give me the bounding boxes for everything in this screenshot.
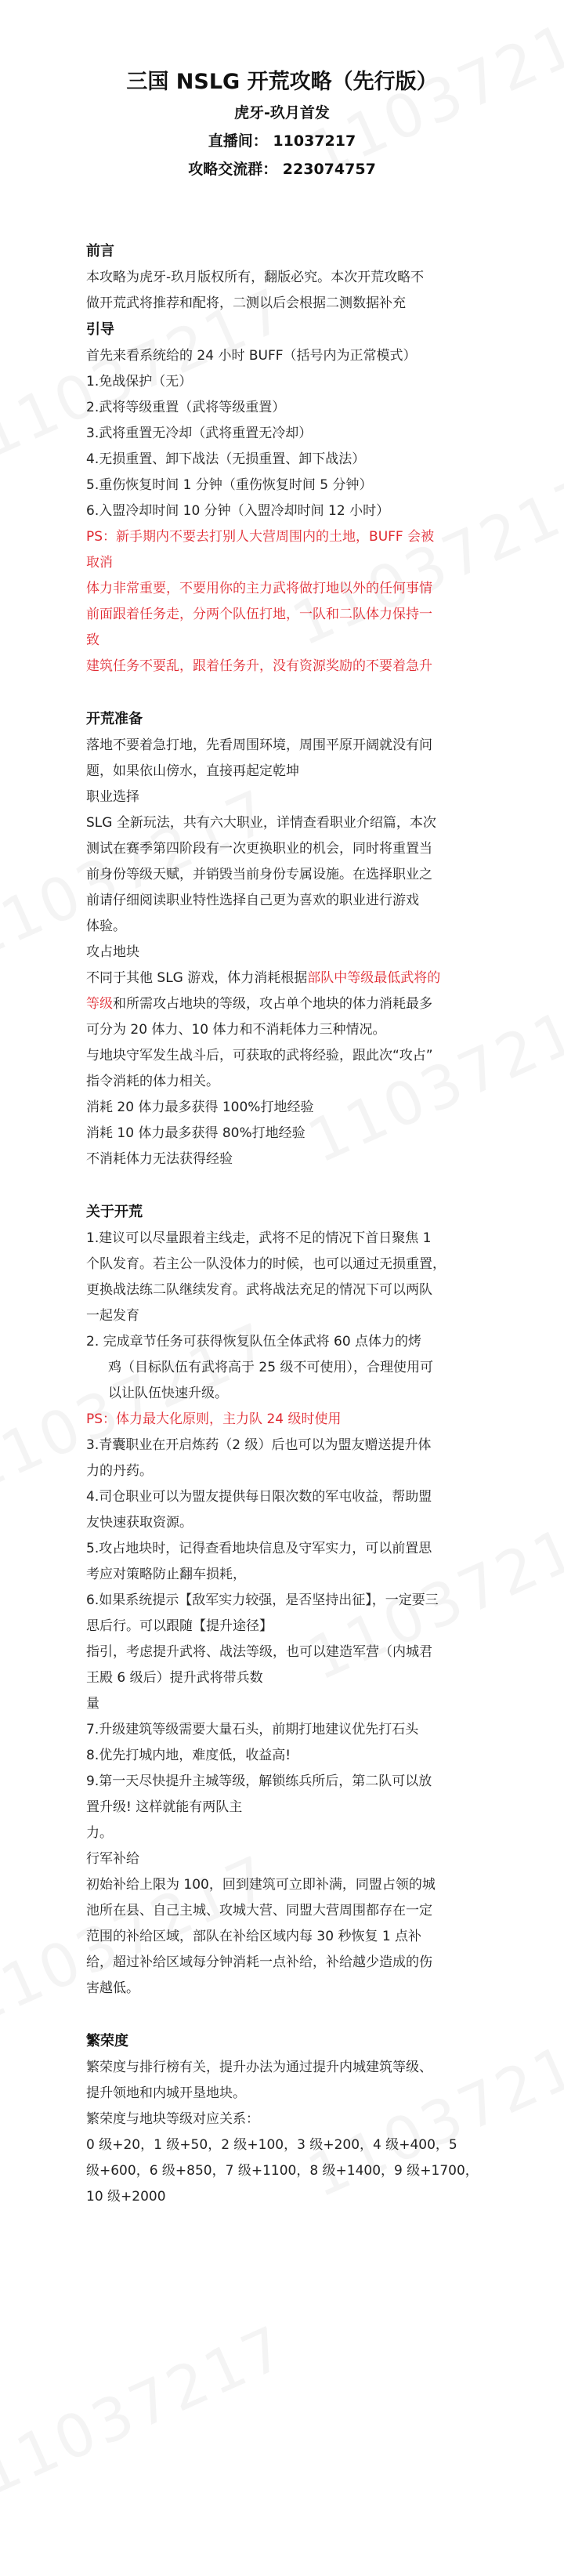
about-line: 6.如果系统提示【敌军实力较强，是否坚持出征】，一定要三: [86, 1592, 439, 1608]
prosperity-section: [86, 2028, 542, 2210]
supply-line: 害越低。: [86, 1980, 139, 1996]
about-line: 思后行。可以跟随【提升途径】: [86, 1618, 273, 1634]
about-line: 鸡（目标队伍有武将高于 25 级不可使用），合理使用可: [108, 1360, 433, 1375]
about-line: 1.建议可以尽量跟着主线走，武将不足的情况下首日聚焦 1: [86, 1230, 432, 1246]
prosperity-line: 10 级+2000: [86, 2189, 166, 2205]
document-title: 三国 NSLG 开荒攻略（先行版）: [126, 70, 438, 94]
prosperity-title: 繁荣度: [86, 2033, 128, 2049]
attack-line: 与地块守军发生战斗后，可获取的武将经验，跟此次“攻占”: [86, 1048, 433, 1063]
author-line: 虎牙-玖月首发: [234, 104, 330, 121]
supply-line: 初始补给上限为 100，回到建筑可立即补满，同盟占领的城: [86, 1877, 436, 1893]
guide-line: 4.无损重置、卸下战法（无损重置、卸下战法）: [86, 451, 366, 467]
attack-text: 和所需攻占地块的等级，攻占单个地块的体力消耗最多: [113, 996, 432, 1012]
prosperity-line: 级+600，6 级+850，7 级+1100，8 级+1400，9 级+1700，: [86, 2163, 479, 2179]
supply-subtitle: 行军补给: [86, 1851, 139, 1867]
about-warning-line: PS：体力最大化原则，主力队 24 级时使用: [86, 1411, 342, 1427]
guide-line: 6.入盟冷却时间 10 分钟（入盟冷却时间 12 小时）: [86, 503, 390, 519]
guide-warning-line: 前面跟着任务走，分两个队伍打地，一队和二队体力保持一: [86, 607, 432, 622]
guide-warning-line: 体力非常重要，不要用你的主力武将做打地以外的任何事情: [86, 581, 432, 596]
career-line: SLG 全新玩法，共有六大职业，详情查看职业介绍篇，本次: [86, 815, 436, 831]
about-line: 指引，考虑提升武将、战法等级，也可以建造军营（内城君: [86, 1644, 432, 1660]
watermark: [0, 2312, 297, 2509]
qq-group-line: 攻略交流群： 223074757: [188, 161, 376, 178]
about-line: 2. 完成章节任务可获得恢复队伍全体武将 60 点体力的烤: [86, 1334, 422, 1350]
career-line: 测试在赛季第四阶段有一次更换职业的机会，同时将重置当: [86, 841, 432, 857]
about-line: 4.司仓职业可以为盟友提供每日限次数的军屯收益，帮助盟: [86, 1489, 432, 1505]
guide-line: 2.武将等级重置（武将等级重置）: [86, 400, 286, 415]
attack-line: [86, 991, 542, 1017]
prep-line: 落地不要着急打地，先看周围环境，周围平原开阔就没有问: [86, 737, 432, 753]
about-line: 力的丹药。: [86, 1463, 153, 1479]
about-line: 力。: [86, 1825, 113, 1841]
attack-highlight: 等级: [86, 996, 113, 1012]
preface-line: 本攻略为虎牙-玖月版权所有，翻版必究。本次开荒攻略不: [86, 270, 425, 285]
about-line: 3.青囊职业在开启炼药（2 级）后也可以为盟友赠送提升体: [86, 1437, 432, 1453]
attack-line: 消耗 20 体力最多获得 100%打地经验: [86, 1100, 314, 1115]
document-header: [22, 0, 542, 183]
supply-line: 池所在县、自己主城、攻城大营、同盟大营周围都存在一定: [86, 1903, 432, 1918]
live-room-line: 直播间： 11037217: [208, 132, 356, 150]
about-title: 关于开荒: [86, 1204, 143, 1220]
attack-highlight: 部队中等级最低武将的: [307, 970, 441, 986]
about-line: 7.升级建筑等级需要大量石头，前期打地建议优先打石头: [86, 1722, 419, 1737]
guide-line: 5.重伤恢复时间 1 分钟（重伤恢复时间 5 分钟）: [86, 477, 373, 493]
about-line: 量: [86, 1696, 99, 1712]
prep-title: 开荒准备: [86, 711, 143, 727]
attack-text: 不同于其他 SLG 游戏，体力消耗根据: [86, 970, 308, 986]
about-section: [86, 1199, 542, 2002]
guide-warning-line: 取消: [86, 555, 113, 571]
guide-line: 1.免战保护（无）: [86, 374, 193, 389]
about-line: 5.攻占地块时，记得查看地块信息及守军实力，可以前置思: [86, 1541, 432, 1556]
preface-title: 前言: [86, 243, 114, 259]
supply-line: 范围的补给区域，部队在补给区域内每 30 秒恢复 1 点补: [86, 1929, 422, 1944]
attack-line: 可分为 20 体力、10 体力和不消耗体力三种情况。: [86, 1022, 386, 1038]
career-line: 前身份等级天赋，并销毁当前身份专属设施。在选择职业之: [86, 867, 432, 882]
attack-subtitle: 攻占地块: [86, 944, 139, 960]
guide-line: 3.武将重置无冷却（武将重置无冷却）: [86, 426, 313, 441]
prosperity-line: 繁荣度与排行榜有关，提升办法为通过提升内城建筑等级、: [86, 2060, 432, 2075]
about-line: 考应对策略防止翻车损耗，: [86, 1567, 246, 1582]
attack-line: 消耗 10 体力最多获得 80%打地经验: [86, 1125, 306, 1141]
guide-warning-line: PS：新手期内不要去打别人大营周围内的土地，BUFF 会被: [86, 529, 435, 545]
career-subtitle: 职业选择: [86, 789, 139, 805]
guide-warning-line: 建筑任务不要乱，跟着任务升，没有资源奖励的不要着急升: [86, 658, 432, 674]
about-line: 王殿 6 级后）提升武将带兵数: [86, 1670, 263, 1686]
career-line: 体验。: [86, 918, 126, 934]
attack-line: 指令消耗的体力相关。: [86, 1074, 219, 1089]
prep-line: 题，如果依山傍水，直接再起定乾坤: [86, 763, 299, 779]
prosperity-line: 提升领地和内城开垦地块。: [86, 2085, 246, 2101]
guide-section: [86, 317, 542, 679]
preface-line: 做开荒武将推荐和配将，二测以后会根据二测数据补充: [86, 295, 406, 311]
attack-line: 不消耗体力无法获得经验: [86, 1151, 233, 1167]
about-line: 友快速获取资源。: [86, 1515, 193, 1531]
about-line: 个队发育。若主公一队没体力的时候，也可以通过无损重置，: [86, 1256, 446, 1272]
about-line: 9.第一天尽快提升主城等级，解锁练兵所后，第二队可以放: [86, 1773, 432, 1789]
about-line: 更换战法练二队继续发育。武将战法充足的情况下可以两队: [86, 1282, 432, 1298]
preface-section: [86, 238, 542, 317]
guide-warning-line: 致: [86, 632, 99, 648]
prep-section: [86, 706, 542, 1172]
supply-line: 给，超过补给区域每分钟消耗一点补给，补给越少造成的伤: [86, 1955, 432, 1970]
about-line: 一起发育: [86, 1308, 139, 1324]
attack-line: [86, 966, 542, 991]
prosperity-line: 繁荣度与地块等级对应关系：: [86, 2111, 259, 2127]
guide-line: 首先来看系统给的 24 小时 BUFF（括号内为正常模式）: [86, 348, 417, 364]
about-line: 以让队伍快速升级。: [108, 1386, 228, 1401]
prosperity-line: 0 级+20，1 级+50，2 级+100，3 级+200，4 级+400，5: [86, 2137, 457, 2153]
guide-title: 引导: [86, 321, 114, 338]
career-line: 前请仔细阅读职业特性选择自己更为喜欢的职业进行游戏: [86, 893, 419, 908]
about-line: 置升级! 这样就能有两队主: [86, 1799, 243, 1815]
about-line: 8.优先打城内地，难度低，收益高!: [86, 1748, 291, 1763]
